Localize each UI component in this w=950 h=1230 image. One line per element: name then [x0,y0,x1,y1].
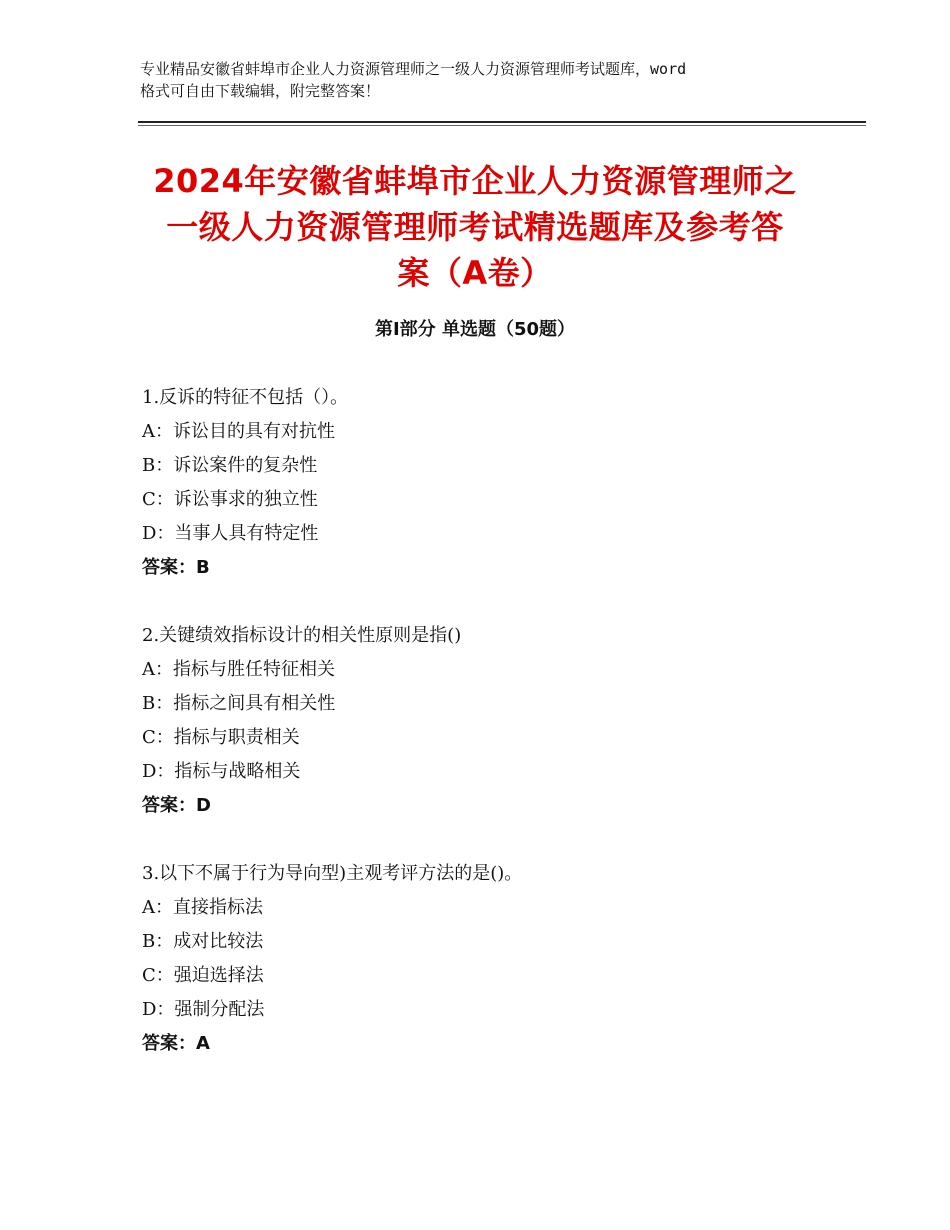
option-b: B：成对比较法 [142,931,264,952]
option-d: D：当事人具有特定性 [142,523,319,544]
header-note-line-1: 专业精品安徽省蚌埠市企业人力资源管理师之一级人力资源管理师考试题库，word [140,60,687,78]
document-title [120,158,830,296]
question-3 [142,857,842,1061]
document-title-line-1: 2024年安徽省蚌埠市企业人力资源管理师之 [153,162,797,200]
header-divider-thick [138,121,866,123]
header-note-line-2: 格式可自由下载编辑，附完整答案！ [140,82,381,100]
question-stem: 2.关键绩效指标设计的相关性原则是指() [142,625,462,646]
answer-line: 答案：B [142,557,210,578]
section-title: 第Ⅰ部分 单选题（50题） [374,319,575,340]
header-divider-thin [138,125,866,126]
option-c: C：指标与职责相关 [142,727,300,748]
question-2 [142,619,842,823]
question-1 [142,381,842,585]
option-a: A：指标与胜任特征相关 [142,659,335,680]
document-title-line-3: 案（A卷） [397,254,553,292]
document-title-line-2: 一级人力资源管理师考试精选题库及参考答 [166,208,784,246]
option-a: A：直接指标法 [142,897,263,918]
question-list [142,381,842,1095]
option-c: C：强迫选择法 [142,965,264,986]
option-d: D：强制分配法 [142,999,265,1020]
question-stem: 1.反诉的特征不包括（）。 [142,387,349,408]
option-c: C：诉讼事求的独立性 [142,489,318,510]
question-stem: 3.以下不属于行为导向型)主观考评方法的是()。 [142,863,523,884]
option-a: A：诉讼目的具有对抗性 [142,421,335,442]
answer-line: 答案：D [142,795,211,816]
answer-line: 答案：A [142,1033,210,1054]
option-b: B：指标之间具有相关性 [142,693,336,714]
header-note [140,58,820,102]
option-b: B：诉讼案件的复杂性 [142,455,318,476]
option-d: D：指标与战略相关 [142,761,301,782]
